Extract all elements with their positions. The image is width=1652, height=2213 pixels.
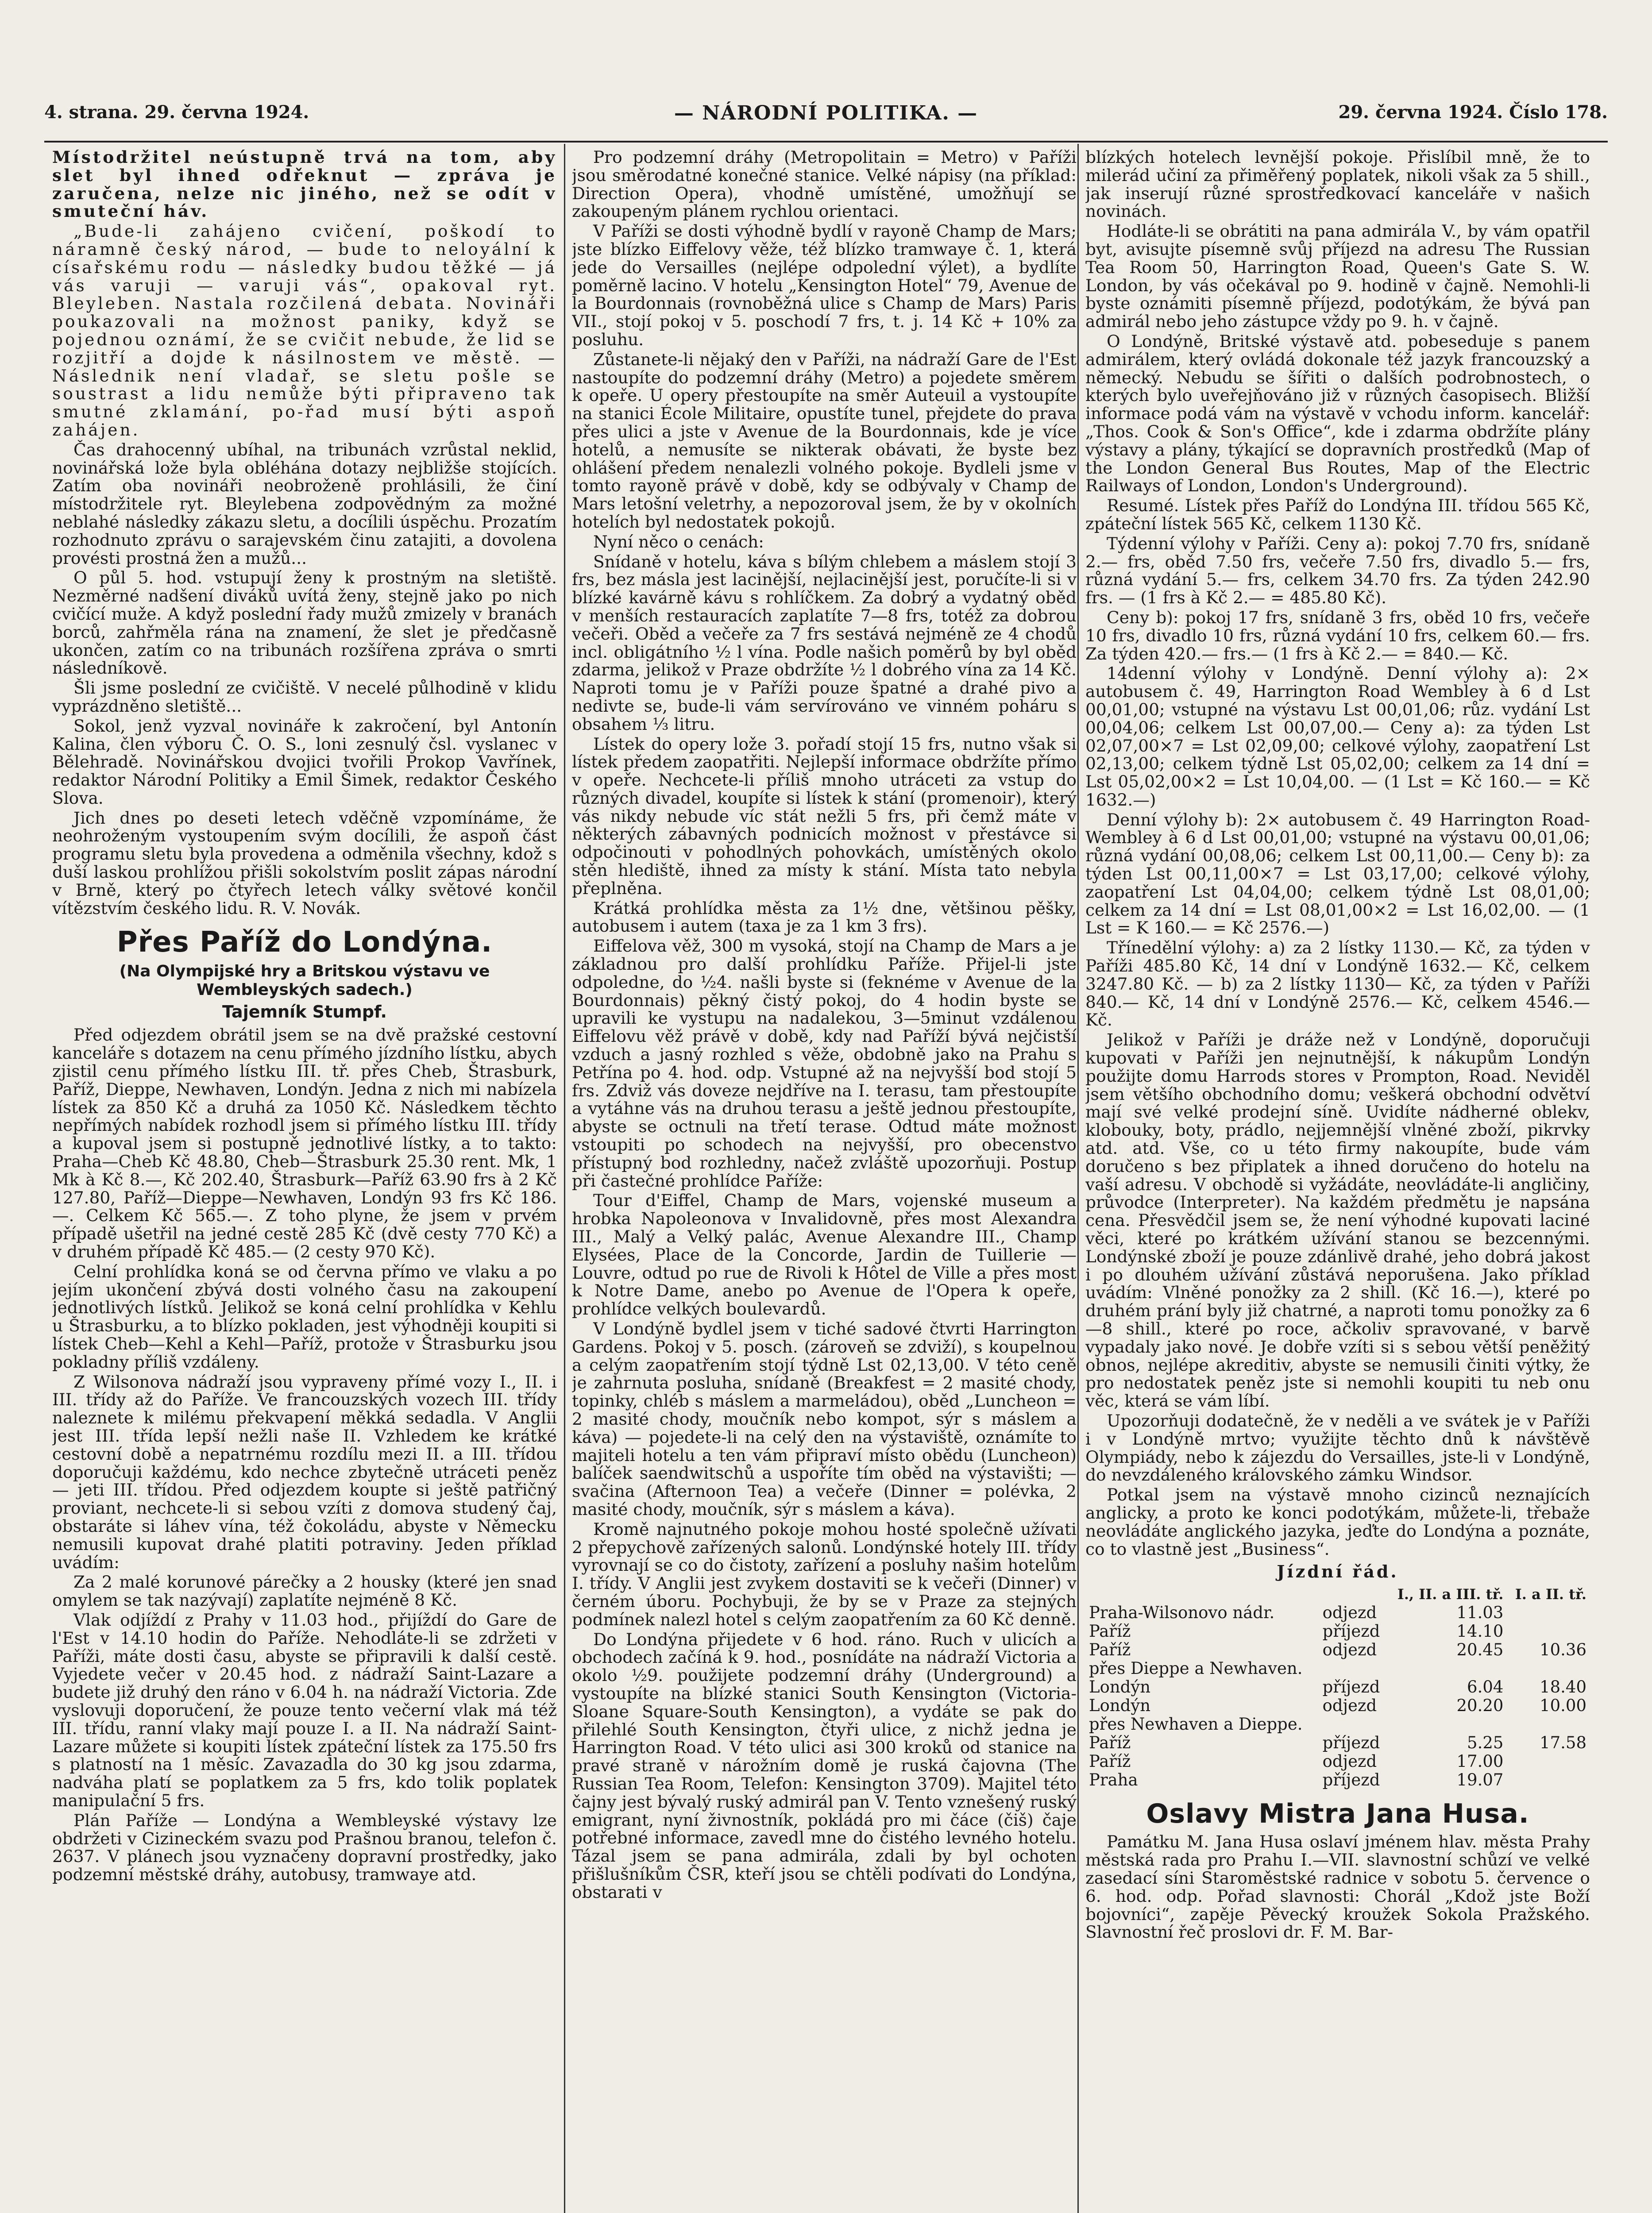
timetable-row (1085, 1771, 1590, 1789)
paragraph: Třínedělní výlohy: a) za 2 lístky 1130.— Kč, za týden v Paříži 485.80 Kč, 14 dní v Londýně 1632.— Kč, celkem 3247.80 Kč. — b) za 2 lístky 1130— Kč, za týden v Paříži 840.— Kč, 14 dní v Londýně 2576.— Kč, celkem 4546.— Kč. (1085, 938, 1590, 1030)
timetable-cell: 10.00 (1540, 1696, 1586, 1716)
paragraph: Zůstanete-li nějaký den v Paříži, na nádraží Gare de l'Est nastoupíte do podzemní dráhy (Metro) a pojedete směrem k opeře. U opery přestoupíte na směr Auteuil a vystoupíte na stanici École Militaire, opustíte tunel, přejdete do prava přes ulici a jste v Avenue de la Bourdonnais, kde je více hotelů, a nemusíte se nikterak obávati, že byste bez ohlášení předem nenalezli volného pokoje. Bydleli jsme v tomto rayoně právě v době, kdy se odbývaly v Champ de Mars letošní veletrhy, a nepozoroval jsem, že by v okolních hotelích byl nedostatek pokojů. (572, 349, 1077, 532)
timetable-cell: Paříž (1089, 1733, 1131, 1753)
timetable-header-row (1085, 1585, 1590, 1604)
column-2 (572, 148, 1077, 2213)
article-byline: Tajemník Stumpf. (222, 1002, 387, 1022)
timetable-cell: 17.00 (1456, 1752, 1504, 1771)
timetable-cell (1507, 1622, 1590, 1641)
paragraph: Hodláte-li se obrátiti na pana admirála V., by vám opatřil byt, avisujte písemně svůj příjezd na adresu The Russian Tea Room 50, Harrington Road, Queen's Gate S. W. London, by vás očekával po 9. hodině v čajně. Nemohli-li byste oznámiti písemně příjezd, podotýkám, že bývá pan admirál nebo jeho zástupce vždy po 9. h. v čajně. (1085, 221, 1590, 332)
article-title: Přes Paříž do Londýna. (116, 926, 493, 959)
timetable-title: Jízdní řád. (1277, 1561, 1399, 1582)
timetable-cell (1507, 1604, 1590, 1622)
timetable-cell: 19.07 (1456, 1770, 1504, 1790)
paragraph: Jelikož v Paříži je dráže než v Londýně, doporučuji kupovati v Paříži jen nejnutnější, k nákupům Londýn použijte domu Harrods stores v Prompton, Road. Neviděl jsem většího obchodního domu; veškerá obchodní odvětví mají své velké prodejní síně. Uvidíte nádherné oblekv, klobouky, boty, prádlo, nejjemnější vlněné zboží, pikrvky atd. atd. Vše, co u této firmy nakoupíte, bude vám doručeno s bez připlatek a ihned doručeno do hotelu na vaší adresu. V obchodě si vyžádáte, neovládáte-li angličiny, průvodce (Interpreter). Na každém předmětu je napsána cena. Přesvědčil jsem se, že není výhodné kupovati laciné věci, které po krátkém užívání stanou se bezcennými. Londýnské zboží je pouze zdánlivě drahé, jeho dobrá jakost i po dlouhém užívání zůstává neporušena. Jako příklad uvádím: Vlněné ponožky za 2 shill. (Kč 16.—), které po druhém prání byly již chatrné, a naproti tomu ponožky za 6—8 shill., které po roce, ačkoliv spravované, v barvě vypadaly jako nové. Je dobře vzíti si s sebou větší peněžitý obnos, nejlépe akreditiv, abyste se nemusili činiti výtky, že pro nedostatek peněz jste si nemohli koupiti tu neb onu věc, která se vám líbí. (1085, 1030, 1590, 1411)
timetable-body (1085, 1585, 1590, 1789)
paragraph: Sokol, jenž vyzval novináře k zakročení, byl Antonín Kalina, člen výboru Č. O. S., loni zesnulý čsl. vyslanec v Bělehradě. Novinářskou dvojici tvořili Prokop Vavřínek, redaktor Národní Politiky a Emil Šimek, redaktor Českého Slova. (52, 716, 557, 808)
paragraph: Jich dnes po deseti letech vděčně vzpomínáme, že neohroženým vystoupením svým docílili, že aspoň část programu sletu byla provedena a odměnila všechny, kdož s duší laskou prohlížou přišli sokolstvím poslit zápas národní v Brně, který po čtyřech letech války světové končil vítězstvím českého lidu. R. V. Novák. (52, 808, 557, 918)
timetable-cell: 20.45 (1456, 1640, 1504, 1660)
masthead: — NÁRODNÍ POLITIKA. — (674, 102, 978, 124)
timetable-cell (1507, 1752, 1590, 1771)
paragraph: Šli jsme poslední ze cvičiště. V necelé půlhodině v klidu vyprázdněno sletiště... (52, 678, 557, 716)
timetable-row (1085, 1622, 1590, 1641)
header-rule (44, 141, 1608, 143)
column-divider (1077, 144, 1079, 2213)
paragraph: Z Wilsonova nádraží jsou vypraveny přímé vozy I., II. i III. třídy až do Paříže. Ve francouzských vozech III. třídy naleznete k milému překvapení měkká sedadla. V Anglii jest III. třída lepší nežli naše II. Vzhledem ke krátké cestovní době a nepatrnému rozdílu mezi II. a III. třídou doporučuji každému, kdo nechce zbytečně utráceti peněz — jeti III. třídou. Před odjezdem koupte si ještě patřičný proviant, nechcete-li si sebou vzíti z domova studený čaj, obstaráte si láhev vína, též čokoládu, abyste v Německu nemusili kupovat drahé platiti potraviny. Jeden příklad uvádím: (52, 1372, 557, 1572)
paragraph: Vlak odjíždí z Prahy v 11.03 hod., přijíždí do Gare de l'Est v 14.10 hodin do Paříže. Nehodláte-li se zdržeti v Paříži, máte dosti času, abyste se připravili k další cestě. Vyjedete večer v 20.45 hod. z nádraží Saint-Lazare a budete již druhý den ráno v 6.04 h. na nádraží Victoria. Zde vyslovuji doporučení, že pouze tento večerní vlak má též III. třídu, ranní vlaky mají pouze I. a II. Na nádraží Saint-Lazare můžete si koupiti lístek zpáteční lístek za 175.50 frs s platností na 1 měsíc. Zavazadla do 30 kg jsou zdarma, nadváha platí se poplatkem za 5 frs, kdo tolik poplatek manipulační 5 frs. (52, 1610, 557, 1810)
paragraph: blízkých hotelech levnější pokoje. Přislíbil mně, že to milerád učiní za přiměřený poplatek, nikoli však za 5 shill., jak inserují různé sprostředkovací kanceláře v našich novinách. (1085, 148, 1590, 221)
timetable-cell: Praha-Wilsonovo nádr. (1089, 1603, 1275, 1623)
timetable-cell: přes Newhaven a Dieppe. (1089, 1715, 1303, 1734)
timetable-cell: Paříž (1089, 1752, 1131, 1771)
timetable-cell (1507, 1771, 1590, 1789)
timetable-cell (1507, 1659, 1590, 1678)
timetable-cell: odjezd (1322, 1603, 1377, 1623)
paragraph: Před odjezdem obrátil jsem se na dvě pražské cestovní kanceláře s dotazem na cenu přímého jízdního lístku, abych zjistil cenu přímého lístku III. tř. přes Cheb, Štrasburk, Paříž, Dieppe, Newhaven, Londýn. Jedna z nich mi nabízela lístek za 850 Kč a druhá za 1050 Kč. Následkem těchto nepřímých nabídek rozhodl jsem si přímého lístku III. třídy a kupoval jsem si postupně jednotlivé lístky, a to takto: Praha—Cheb Kč 48.80, Cheb—Štrasburk 25.30 rent. Mk, 1 Mk à Kč 8.—, Kč 202.40, Štrasburk—Paříž 63.90 frs à 2 Kč 127.80, Paříž—Dieppe—Newhaven, Londýn 93 frs Kč 186.—. Celkem Kč 565.—. Z toho plyne, že jsem v prvém případě ušetřil na jedné cestě 285 Kč (dvě cesty 770 Kč) a v druhém případě Kč 485.— (2 cesty 970 Kč). (52, 1025, 557, 1262)
timetable-cell (1319, 1659, 1387, 1678)
paragraph: Za 2 malé korunové párečky a 2 housky (které jen snad omylem se tak nazývají) zaplatíte nejméně 8 Kč. (52, 1572, 557, 1610)
paragraph: Celní prohlídka koná se od června přímo ve vlaku a po jejím ukončení zbývá dosti volného času na zakoupení jednotlivých lístků. Jelikož se koná celní prohlídka v Kehlu u Štrasburku, a to blízko pokladen, jest výhodněji koupiti si lístek Cheb—Kehl a Kehl—Paříž, protože v Štrasburku jsou pokladny příliš vzdáleny. (52, 1261, 557, 1372)
paragraph: Upozorňuji dodatečně, že v neděli a ve svátek je v Paříži i v Londýně mrtvo; využijte těchto dnů k návštěvě Olympiády, nebo k zájezdu do Versailles, jste-li v Londýně, do nevzdáleného královského zámku Windsor. (1085, 1411, 1590, 1485)
paragraph: Pro podzemní dráhy (Metropolitain = Metro) v Paříži jsou směrodatné konečné stanice. Velké nápisy (na příklad: Direction Opera), vhodně umístěné, umožňují se zakoupeným plánem rychlou orientaci. (572, 148, 1077, 221)
timetable-cell: 11.03 (1456, 1603, 1504, 1623)
timetable-cell: odjezd (1322, 1752, 1377, 1771)
timetable-cell: příjezd (1322, 1770, 1380, 1790)
timetable-header-cell (1085, 1585, 1319, 1604)
paragraph: O půl 5. hod. vstupují ženy k prostným na sletiště. Nezměrné nadšení diváků uvítá ženy, stejně jako po nich cvičící muže. A když poslední řady mužů zmizely v branách borců, zahřměla rána na znamení, že slet je předčasně ukončen, zatím co na tribunách rozšířena zpráva o smrti následníkově. (52, 568, 557, 678)
timetable-cell: 20.20 (1456, 1696, 1504, 1716)
paragraph: Tour d'Eiffel, Champ de Mars, vojenské museum a hrobka Napoleonova v Invalidovně, přes most Alexandra III., Malý a Velký palác, Avenue Alexandre III., Champ Elysées, Place de la Concorde, Jardin de Tuillerie — Louvre, odtud po rue de Rivoli k Hôtel de Ville a přes most k Notre Dame, anebo po Avenue de l'Opera k opeře, prohlídce velkých boulevardů. (572, 1191, 1077, 1319)
timetable-cell: 6.04 (1467, 1677, 1504, 1697)
timetable-header-cell (1319, 1585, 1387, 1604)
timetable-cell: 5.25 (1467, 1733, 1504, 1753)
paragraph: Památku M. Jana Husa oslaví jménem hlav. města Prahy městská rada pro Prahu I.—VII. slavnostní schůzí ve velké zasedací síni Staroměstské radnice v sobotu 5. července o 6. hod. odp. Pořad slavnosti: Chorál „Kdož jste Boží bojovníci“, zapěje Pěvecký kroužek Sokola Pražského. Slavnostní řeč proslovi dr. F. M. Bar- (1085, 1832, 1590, 1942)
paragraph: Eiffelova věž, 300 m vysoká, stojí na Champ de Mars a je základnou pro další prohlídku Paříže. Přijel-li jste odpoledne, do ½4. našli byste si (feknéme v Avenue de la Bourdonnais) pěkný čistý pokoj, do 4 hodin byste se upravili ke vystupu na nadalekou, 3—5minut vzdálenou Eiffelovu věž právě v době, kdy nad Paříží bývá nejčistší vzduch a jasný rozhled s věže, obdobně jako na Prahu s Petřína po 4. hod. odp. Vstupné až na nejvyšší bod stojí 5 frs. Zdviž vás doveze nejdříve na I. terasu, tam přestoupíte a vytáhne vás na druhou terasu a ještě jednou přestoupíte, abyste se octnuli na třetí terase. Odtud máte možnost vstoupiti po schodech na nejvyšší, pro obecenstvo přístupný bod rozhledny, načež zvláště upozorňuji. Postup při častečné prohlídce Paříže: (572, 936, 1077, 1191)
timetable-cell: odjezd (1322, 1640, 1377, 1660)
paragraph: Týdenní výlohy v Paříži. Ceny a): pokoj 7.70 frs, snídaně 2.— frs, oběd 7.50 frs, večeře 7.50 frs, divadlo 5.— frs, různá vydání 5.— frs, celkem 34.70 frs. Za týden 242.90 frs. — (1 frs à Kč 2.— = 485.80 Kč). (1085, 533, 1590, 608)
paragraph: Plán Paříže — Londýna a Wembleyské výstavy lze obdržeti v Cizineckém svazu pod Prašnou branou, telefon č. 2637. V plánech jsou vyznačeny dopravní prostředky, jako podzemní městské dráhy, autobusy, tramwaye atd. (52, 1810, 557, 1885)
timetable-row (1085, 1659, 1590, 1678)
timetable-cell: příjezd (1322, 1622, 1380, 1641)
paragraph: Lístek do opery lože 3. pořadí stojí 15 frs, nutno však si lístek předem zaopatřiti. Nejlepší informace obdržíte přímo v opeře. Nechcete-li příliš mnoho utráceti za vstup do různých divadel, koupíte si lístek k stání (promenoir), který vás nikdy nebude víc stát nežli 5 frs, při čemž máte v některých zábavných podnicích možnost v přestávce si odpočinouti v pohodlných pohovkách, umístěných okolo stěn hlediště, ihned za místy k stání. Místa tato nebyla přeplněna. (572, 734, 1077, 898)
paragraph: Potkal jsem na výstavě mnoho cizinců neznajících anglicky, a proto ke konci podotýkám, můžete-li, třebaže neovládáte anglického jazyka, jeďte do Londýna a poznáte, co to vlastně jest „Business“. (1085, 1485, 1590, 1559)
timetable-cell: příjezd (1322, 1677, 1380, 1697)
timetable-header-cell: I., II. a III. tř. (1397, 1586, 1504, 1603)
timetable-cell: 14.10 (1456, 1622, 1504, 1641)
article-title: Oslavy Mistra Jana Husa. (1146, 1798, 1529, 1830)
paragraph: Ceny b): pokoj 17 frs, snídaně 3 frs, oběd 10 frs, večeře 10 frs, divadlo 10 frs, různá vydání 10 frs, celkem 60.— frs. Za týden 420.— frs.— (1 frs à Kč 2.— = 840.— Kč. (1085, 607, 1590, 663)
timetable-cell: Londýn (1089, 1696, 1151, 1716)
paragraph: 14denní výlohy v Londýně. Denní výlohy a): 2× autobusem č. 49, Harrington Road Wembley à 6 d Lst 00,01,00; vstupné na výstavu Lst 00,01,06; růz. vydání Lst 00,04,06; celkem Lst 00,07,00.— Ceny a): za týden Lst 02,07,00×7 = Lst 02,09,00; celkové výlohy, zaopatření Lst 02,13,00; celkem týdně Lst 05,02,00; celkem za 14 dní = Lst 05,02,00×2 = Lst 10,04,00. — (1 Lst = Kč 160.— = Kč 1632.—) (1085, 663, 1590, 810)
paragraph: O Londýně, Britské výstavě atd. pobeseduje s panem admirálem, který ovládá dokonale též jazyk francouzský a německý. Nebudu se šířiti o dalších podrobnostech, o kterých bylo uveřejňováno již v různých časopisech. Bližší informace podá vám na výstavě v vchodu inform. kancelář: „Thos. Cook & Son's Office“, kde i zdarma obdržíte plány výstavy a plány, týkající se dopravních prostředků (Map of the London General Bus Routes, Map of the Electric Railways of London, London's Underground). (1085, 331, 1590, 496)
paragraph: Krátká prohlídka města za 1½ dne, většinou pěšky, autobusem i autem (taxa je za 1 km 3 frs). (572, 898, 1077, 936)
timetable-cell: přes Dieppe a Newhaven. (1089, 1659, 1303, 1678)
column-1 (52, 148, 557, 2213)
timetable-cell: 18.40 (1540, 1677, 1586, 1697)
timetable-cell: Paříž (1089, 1640, 1131, 1660)
paragraph: V Paříži se dosti výhodně bydlí v rayoně Champ de Mars; jste blízko Eiffelovy věže, též blízko tramwaye č. 1, která jede do Versailles (nejlépe odpolední výlet), a bydlíte poměrně lacino. V hotelu „Kensington Hotel“ 79, Avenue de la Bourdonnais (rovnoběžná ulice s Champ de Mars) Paris VII., stojí pokoj v 5. poschodí 7 frs, t. j. 14 Kč + 10% za posluhu. (572, 221, 1077, 349)
paragraph: Denní výlohy b): 2× autobusem č. 49 Harrington Road-Wembley à 6 d Lst 00,01,00; vstupné na výstavu 00,01,06; různá vydání 00,08,06; celkem Lst 00,11,00.— Ceny b): za týden Lst 00,11,00×7 = Lst 03,17,00; celkové výlohy, zaopatření Lst 04,04,00; celkem týdně Lst 08,01,00; celkem za 14 dní = Lst 08,01,00×2 = Lst 16,02,00. — (1 Lst = K 160.— = Kč 2576.—) (1085, 810, 1590, 938)
timetable-row (1085, 1641, 1590, 1659)
timetable (1085, 1585, 1590, 1789)
timetable-row (1085, 1604, 1590, 1622)
timetable-row (1085, 1734, 1590, 1752)
timetable-cell: Paříž (1089, 1622, 1131, 1641)
article-subtitle: (Na Olympijské hry a Britskou výstavu ve Wembleyských sadech.) (119, 962, 490, 999)
timetable-cell: 17.58 (1540, 1733, 1586, 1753)
timetable-cell (1319, 1715, 1387, 1734)
timetable-row (1085, 1752, 1590, 1771)
issue-number: 29. června 1924. Číslo 178. (1338, 102, 1608, 123)
timetable-cell: Praha (1089, 1770, 1138, 1790)
paragraph: Místodržitel neústupně trvá na tom, aby slet byl ihned odřeknut — zpráva je zaručena, nelze nic jiného, než se odít v smuteční háv. (52, 148, 557, 221)
paragraph: Nyní něco o cenách: (593, 532, 764, 551)
timetable-row (1085, 1678, 1590, 1696)
paragraph: V Londýně bydlel jsem v tiché sadové čtvrti Harrington Gardens. Pokoj v 5. posch. (zároveň se zdviží), s koupelnou a celým zaopatřením stojí týdně Lst 02,13,00. V této ceně je zahrnuta posluha, snídaně (Breakfest = 2 masité chody, topinky, chléb s máslem a marmeládou), oběd „Luncheon = 2 masité chody, moučník nebo kompot, sýr s máslem a káva) — pojedete-li na celý den na výstaviště, oznámíte to majiteli hotelu a ten vám připraví místo obědu (Luncheon) balíček saendwitschů a uspoříte tím oběd na výstavišti; — svačina (Afternoon Tea) a večeře (Dinner = polévka, 2 masité chody, moučník, sýr s máslem a káva). (572, 1319, 1077, 1519)
page-header (44, 102, 1608, 137)
timetable-cell: příjezd (1322, 1733, 1380, 1753)
timetable-cell: Londýn (1089, 1677, 1151, 1697)
page-number-date: 4. strana. 29. června 1924. (44, 102, 309, 123)
timetable-cell: odjezd (1322, 1696, 1377, 1716)
paragraph: „Bude-li zahájeno cvičení, poškodí to náramně český národ, — bude to neloyální k císařskému rodu — následky budou těžké — já vás varuji — varuji vás“, opakoval ryt. Bleyleben. Nastala rozčilená debata. Novináři poukazovali na možnost paniky, když se pojednou oznámí, že se cvičit nebude, že lid se rozjitří a dojde k násilnostem ve městě. — Následnik není vladař, se sletu pošle se soustrast a lidu nemůže býti připraveno tak smutné zklamání, po-řad musí býti aspoň zahájen. (52, 221, 557, 440)
paragraph: Kromě najnutného pokoje mohou hosté společně užívati 2 přepychově zařízených salonů. Londýnské hotely III. třídy vyrovnají se co do čistoty, zařízení a posluhy našim hotelům I. třídy. V Anglii jest zvykem dostaviti se k večeři (Dinner) v černém úboru. Pochybuji, že by se v Praze za stejných podmínek nalezl hotel s celým zaopatřením za 60 Kč denně. (572, 1519, 1077, 1629)
timetable-header-cell: I. a II. tř. (1515, 1586, 1586, 1603)
paragraph: Resumé. Lístek přes Paříž do Londýna III. třídou 565 Kč, zpáteční lístek 565 Kč, celkem 1130 Kč. (1085, 496, 1590, 533)
timetable-cell (1507, 1715, 1590, 1734)
timetable-cell: 10.36 (1540, 1640, 1586, 1660)
timetable-row (1085, 1715, 1590, 1734)
paragraph: Snídaně v hotelu, káva s bílým chlebem a máslem stojí 3 frs, bez másla jest lacinější, nejlacinější jest, poručíte-li si v blízké kavárně kávu s rohlíčkem. Za dobrý a vydatný oběd v menších restauracích zaplatíte 7—8 frs, totéž za dobrou večeři. Oběd a večeře za 7 frs sestává nejméně ze 4 chodů incl. obligátního ½ l vína. Podle našich poměrů by byl oběd zdarma, jelikož v Praze obdržíte ½ l dobrého vína za 14 Kč. Naproti tomu je v Paříži pouze špatné a drahé pivo a nedivte se, bude-li vám servírováno ve vinném poháru s obsahem ⅓ litru. (572, 551, 1077, 734)
column-divider (564, 144, 565, 2213)
paragraph: Čas drahocenný ubíhal, na tribunách vzrůstal neklid, novinářská lože byla obléhána dotazy nejbližše stojících. Zatím oba novináři neobroženě prohlásili, že činí místodržitele ryt. Bleylebena zodpovědným za možné neblahé následky zákazu sletu, a docílili úspěchu. Prozatím rozhodnuto zprávu o sarajevském činu zatajiti, a dovolena provésti prostná žen a mužů... (52, 440, 557, 568)
timetable-cell (1387, 1659, 1507, 1678)
paragraph: Do Londýna přijedete v 6 hod. ráno. Ruch v ulicích a obchodech začíná k 9. hod., posnídáte na nádraží Victoria a okolo ½9. použijete podzemní dráhy (Underground) a vystoupíte na blízké stanici South Kensington (Victoria-Sloane Square-South Kensington), a vydáte se pak do přilehlé South Kensington, čtyři ulice, z nichž jedna je Harrington Road. V této ulici asi 300 kroků od stanice na pravé straně v nárožním domě je ruská čajovna (The Russian Tea Room, Telefon: Kensington 3709). Majitel této čajny jest bývalý ruský admirál pan V. Tento vznešený ruský emigrant, nyní živnostník, pokládá pro mi čáce (čiš) čaje potřebné informace, zavedl mne do čistého levného hotelu. Tázal jsem se pana admirála, zdali by byl ochoten přišlušníkům ČSR, kteří jsou se chtěli podívati do Londýna, obstarati v (572, 1629, 1077, 1902)
column-3 (1085, 148, 1590, 2213)
timetable-cell (1387, 1715, 1507, 1734)
timetable-row (1085, 1696, 1590, 1715)
